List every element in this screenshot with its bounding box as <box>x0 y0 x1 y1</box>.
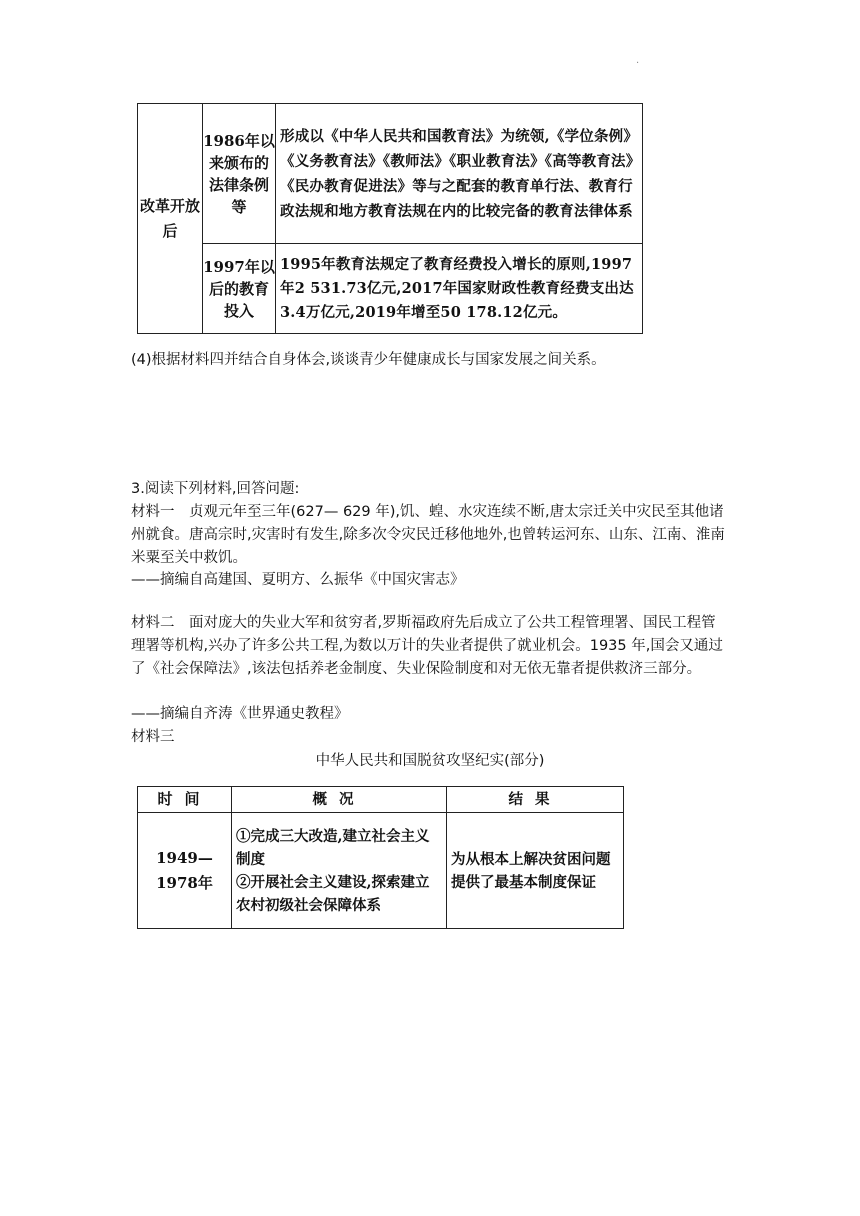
overview-item-2: ②开展社会主义建设,探索建立农村初级社会保障体系 <box>236 873 430 914</box>
row-content-cell: 形成以《中华人民共和国教育法》为统领,《学位条例》《义务教育法》《教师法》《职业教育法》《高等教育法》《民办教育促进法》等与之配套的教育单行法、教育行政法规和地方教育法规在内的比较完备的教育法律体系 <box>276 104 643 244</box>
education-law-table <box>137 103 643 334</box>
overview-cell <box>232 813 447 929</box>
result-cell: 为从根本上解决贫困问题提供了最基本制度保证 <box>447 813 624 929</box>
table-row <box>138 244 643 334</box>
material-1-text: 材料一 贞观元年至三年(627— 629 年),饥、蝗、水灾连续不断,唐太宗迁关中灾民至其他诸州就食。唐高宗时,灾害时有发生,除多次令灾民迁移他地外,也曾转运河东、山东、江南、淮南米粟至关中救饥。 <box>131 504 725 566</box>
header-time: 时间 <box>138 787 232 813</box>
row-label-cell: 1986年以来颁布的法律条例等 <box>203 104 276 244</box>
material-2-text: 材料二 面对庞大的失业大军和贫穷者,罗斯福政府先后成立了公共工程管理署、国民工程管理署等机构,兴办了许多公共工程,为数以万计的失业者提供了就业机会。1935 年,国会又通过了《社会保障法》,该法包括养老金制度、失业保险制度和对无依无靠者提供救济三部分。 <box>131 615 723 677</box>
question-4: (4)根据材料四并结合自身体会,谈谈青少年健康成长与国家发展之间关系。 <box>131 352 606 368</box>
material-1-source: ——摘编自高建国、夏明方、么振华《中国灾害志》 <box>131 572 465 588</box>
material-2-source: ——摘编自齐涛《世界通史教程》 <box>131 706 349 722</box>
material-3-heading: 材料三 <box>131 729 175 745</box>
row-label-cell: 1997年以后的教育投入 <box>203 244 276 334</box>
header-result: 结果 <box>447 787 624 813</box>
table-row <box>138 813 624 929</box>
table-caption: 中华人民共和国脱贫攻坚纪实(部分) <box>315 753 545 769</box>
page-mark: · <box>636 58 640 69</box>
era-cell: 改革开放后 <box>138 104 203 334</box>
row-content-cell: 1995年教育法规定了教育经费投入增长的原则,1997年2 531.73亿元,2017年国家财政性教育经费支出达3.4万亿元,2019年增至50 178.12亿元。 <box>276 244 643 334</box>
poverty-table <box>137 786 624 929</box>
table-row <box>138 104 643 244</box>
header-overview: 概况 <box>232 787 447 813</box>
overview-item-1: ①完成三大改造,建立社会主义制度 <box>236 827 430 868</box>
time-cell: 1949—1978年 <box>138 813 232 929</box>
table-header-row <box>138 787 624 813</box>
question-3-heading: 3.阅读下列材料,回答问题: <box>131 481 300 497</box>
